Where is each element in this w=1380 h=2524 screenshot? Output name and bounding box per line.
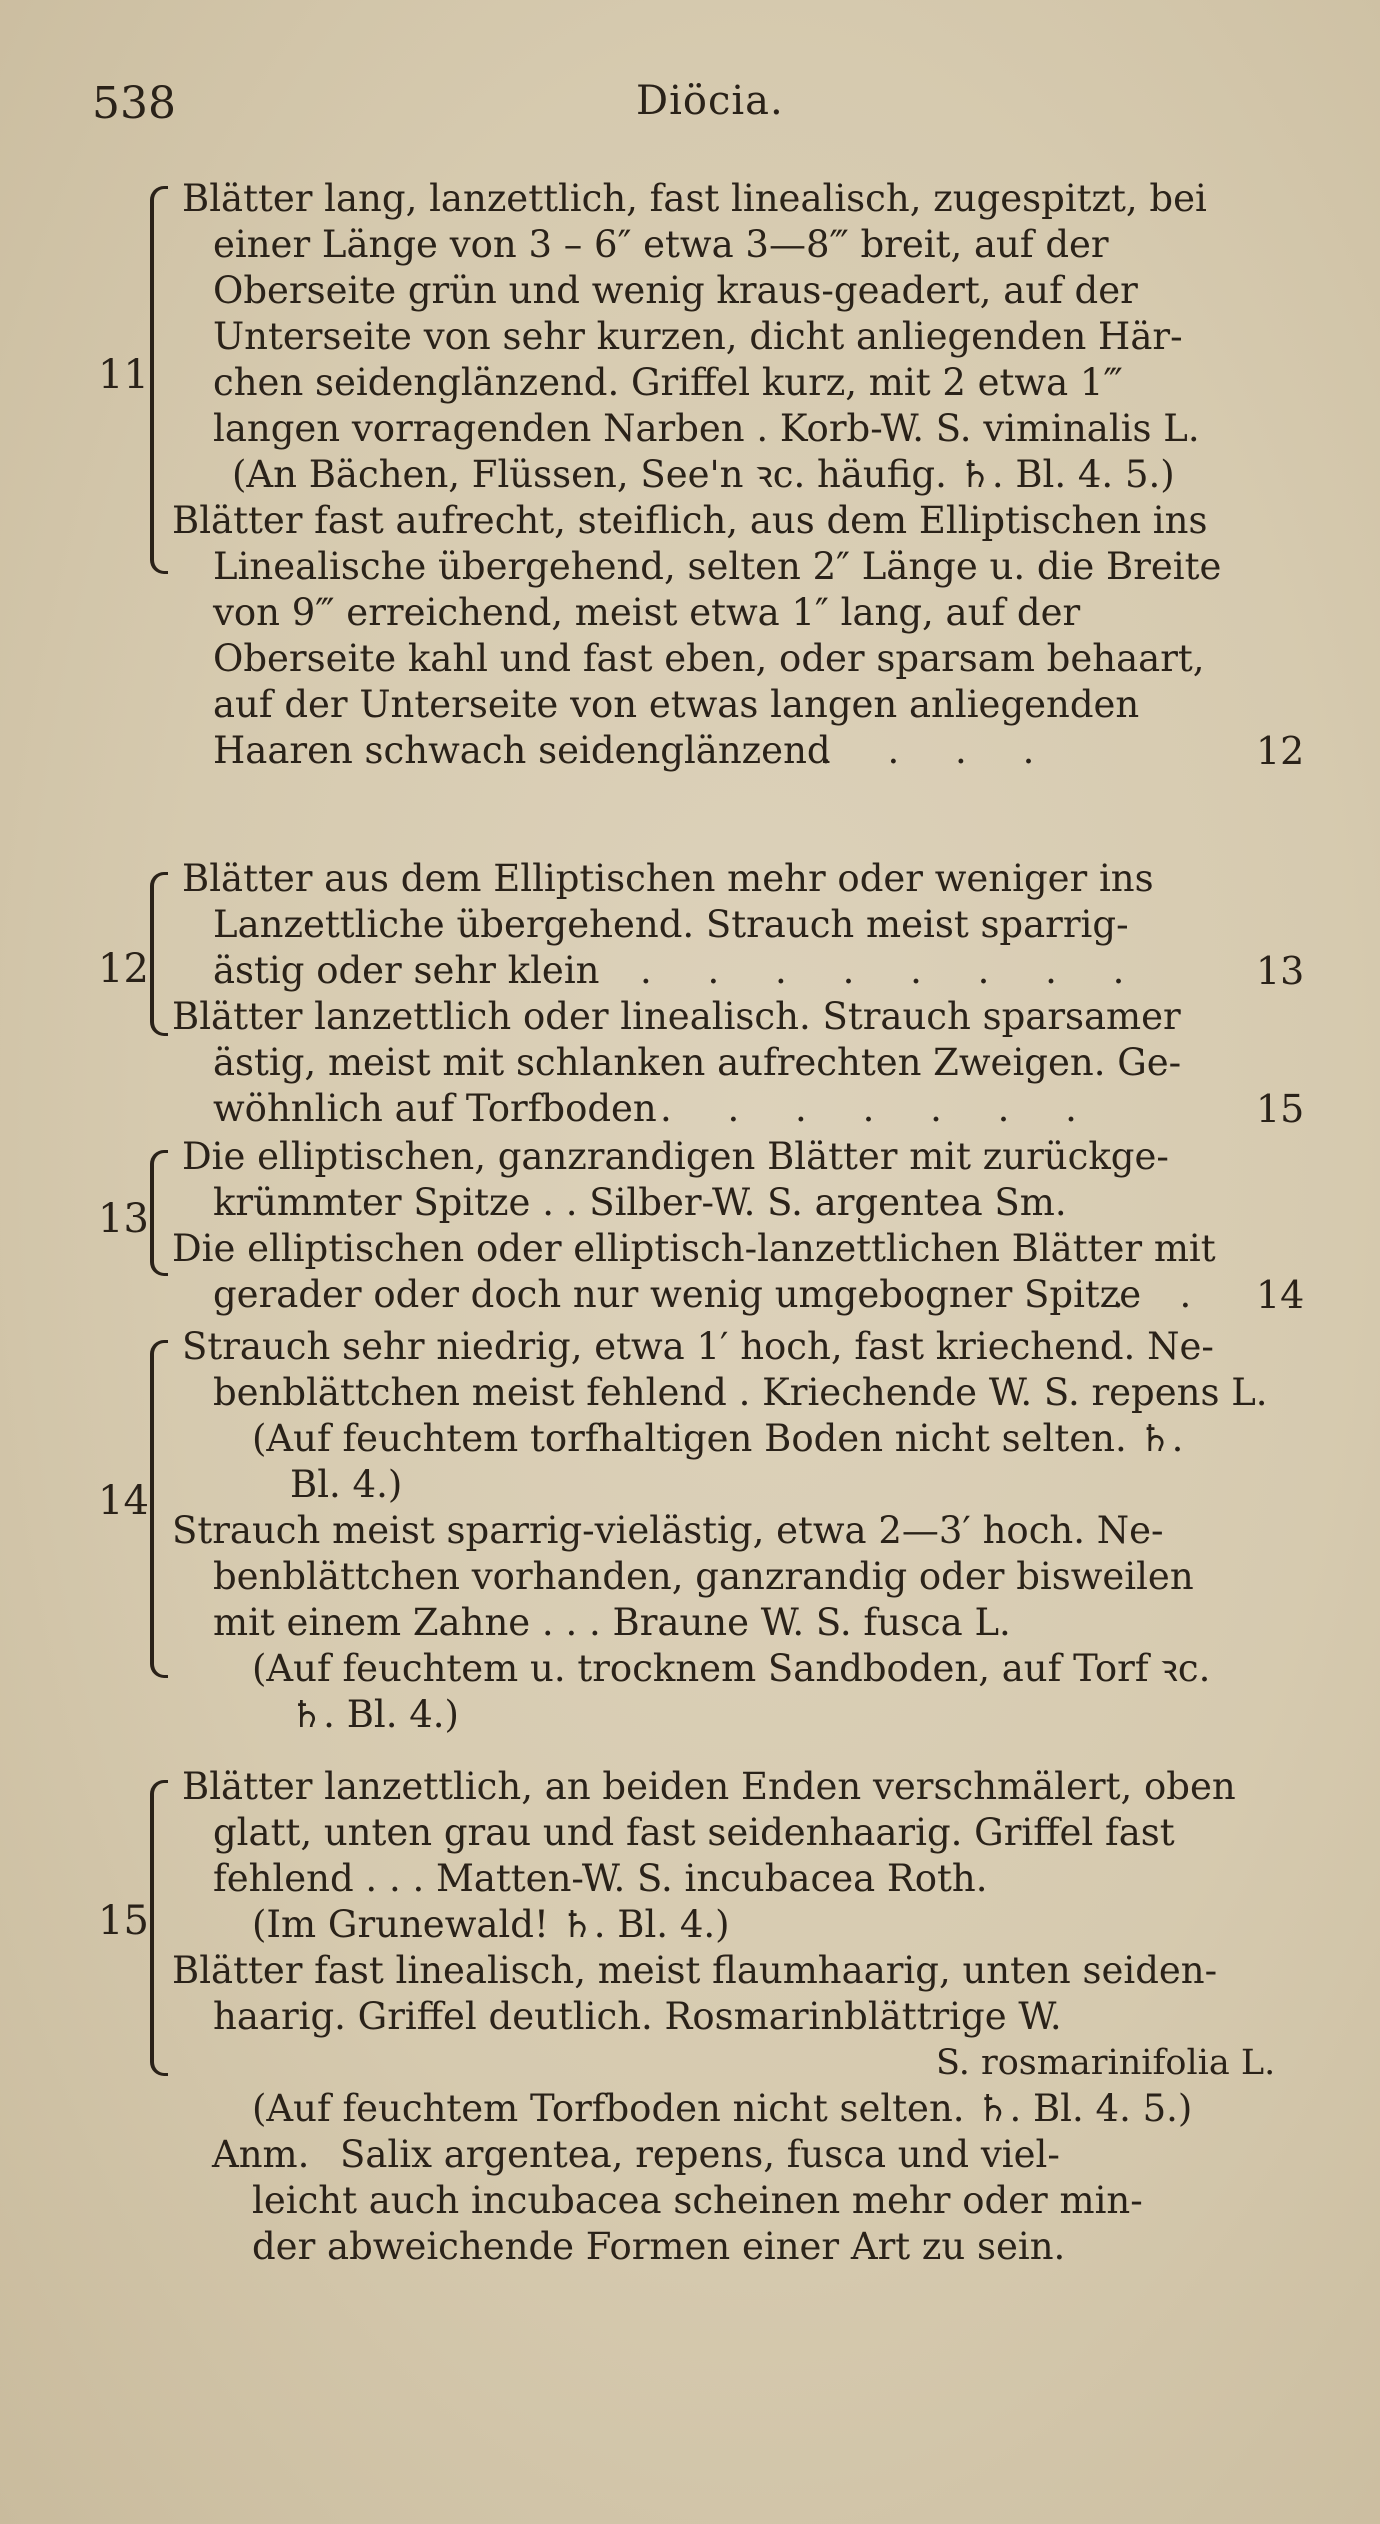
text-line: ästig oder sehr klein [213,949,600,992]
text-line: Blätter fast aufrecht, steiflich, aus dem Elliptischen ins [172,499,1208,542]
text-line: benblättchen vorhanden, ganzrandig oder bisweilen [213,1555,1194,1598]
running-title: Diöcia. [636,78,784,124]
text-line: (Auf feuchtem u. trocknem Sandboden, auf Torf ꝛc. [252,1647,1211,1690]
note-line: Salix argentea, repens, fusca und viel- [340,2133,1060,2176]
text-line: gerader oder doch nur wenig umgebogner Spitze [213,1273,1142,1316]
text-line: Unterseite von sehr kurzen, dicht anliegenden Här- [213,315,1183,358]
dot-leader: . . . . . . . . [640,949,1147,992]
dot-leader: . . . . [820,729,1057,772]
couplet-reference: 14 [1256,1273,1305,1317]
text-line: Haaren schwach seidenglänzend [213,729,831,772]
text-line: ästig, meist mit schlanken aufrechten Zweigen. Ge- [213,1041,1182,1084]
text-line: Linealische übergehend, selten 2″ Länge u. die Breite [213,545,1222,588]
text-line: Die elliptischen, ganzrandigen Blätter mit zurückge- [182,1135,1169,1178]
page-number: 538 [92,78,176,129]
couplet-13-bracket [150,1150,168,1276]
text-line: einer Länge von 3 – 6″ etwa 3—8‴ breit, auf der [213,223,1109,266]
couplet-reference: 12 [1256,729,1305,773]
text-line: Bl. 4.) [290,1463,403,1506]
text-line: langen vorragenden Narben . Korb-W. S. viminalis L. [213,407,1200,450]
couplet-15-number: 15 [98,1898,149,1944]
text-line: Strauch meist sparrig-vielästig, etwa 2—3′ hoch. Ne- [172,1509,1164,1552]
note-label: Anm. [212,2133,310,2176]
text-line: Blätter aus dem Elliptischen mehr oder weniger ins [182,857,1154,900]
text-line: Blätter fast linealisch, meist flaumhaarig, unten seiden- [172,1949,1218,1992]
page-header [0,78,1380,138]
text-line: Blätter lanzettlich, an beiden Enden verschmälert, oben [182,1765,1236,1808]
text-line: wöhnlich auf Torfboden [213,1087,657,1130]
text-line: haarig. Griffel deutlich. Rosmarinblättrige W. [213,1995,1062,2038]
text-line: (Auf feuchtem Torfboden nicht selten. ♄. Bl. 4. 5.) [252,2087,1193,2130]
couplet-reference: 13 [1256,949,1305,993]
text-line: glatt, unten grau und fast seidenhaarig. Griffel fast [213,1811,1175,1854]
text-line: mit einem Zahne . . . Braune W. S. fusca L. [213,1601,1011,1644]
text-line: auf der Unterseite von etwas langen anliegenden [213,683,1140,726]
text-line: S. rosmarinifolia L. [936,2043,1276,2083]
text-line: von 9‴ erreichend, meist etwa 1″ lang, auf der [213,591,1081,634]
couplet-15-bracket [150,1780,168,2076]
text-line: Oberseite kahl und fast eben, oder sparsam behaart, [213,637,1205,680]
text-line: chen seidenglänzend. Griffel kurz, mit 2 etwa 1‴ [213,361,1123,404]
couplet-12-number: 12 [98,946,149,992]
couplet-reference: 15 [1256,1087,1305,1131]
dot-leader: . . [1112,1273,1214,1316]
couplet-14-bracket [150,1340,168,1678]
text-line: Strauch sehr niedrig, etwa 1′ hoch, fast kriechend. Ne- [182,1325,1214,1368]
text-line: krümmter Spitze . . Silber-W. S. argentea Sm. [213,1181,1067,1224]
note-line: der abweichende Formen einer Art zu sein. [252,2225,1066,2268]
text-line: Blätter lanzettlich oder linealisch. Strauch sparsamer [172,995,1181,1038]
text-line: (Im Grunewald! ♄. Bl. 4.) [252,1903,730,1946]
text-line: (An Bächen, Flüssen, See'n ꝛc. häufig. ♄. Bl. 4. 5.) [232,453,1175,496]
note-line: leicht auch incubacea scheinen mehr oder min- [252,2179,1143,2222]
text-line: Die elliptischen oder elliptisch-lanzettlichen Blätter mit [172,1227,1216,1270]
couplet-12-bracket [150,872,168,1036]
text-line: fehlend . . . Matten-W. S. incubacea Roth. [213,1857,988,1900]
text-line: (Auf feuchtem torfhaltigen Boden nicht selten. ♄. [252,1417,1184,1460]
text-line: Lanzettliche übergehend. Strauch meist sparrig- [213,903,1129,946]
dot-leader: . . . . . . . [660,1087,1099,1130]
text-line: ♄. Bl. 4.) [290,1693,459,1736]
couplet-13-number: 13 [98,1196,149,1242]
text-line: Blätter lang, lanzettlich, fast linealisch, zugespitzt, bei [182,177,1207,220]
text-line: benblättchen meist fehlend . Kriechende W. S. repens L. [213,1371,1268,1414]
couplet-14-number: 14 [98,1478,149,1524]
couplet-11-bracket [150,186,168,574]
text-line: Oberseite grün und wenig kraus-geadert, auf der [213,269,1138,312]
couplet-11-number: 11 [98,352,149,398]
